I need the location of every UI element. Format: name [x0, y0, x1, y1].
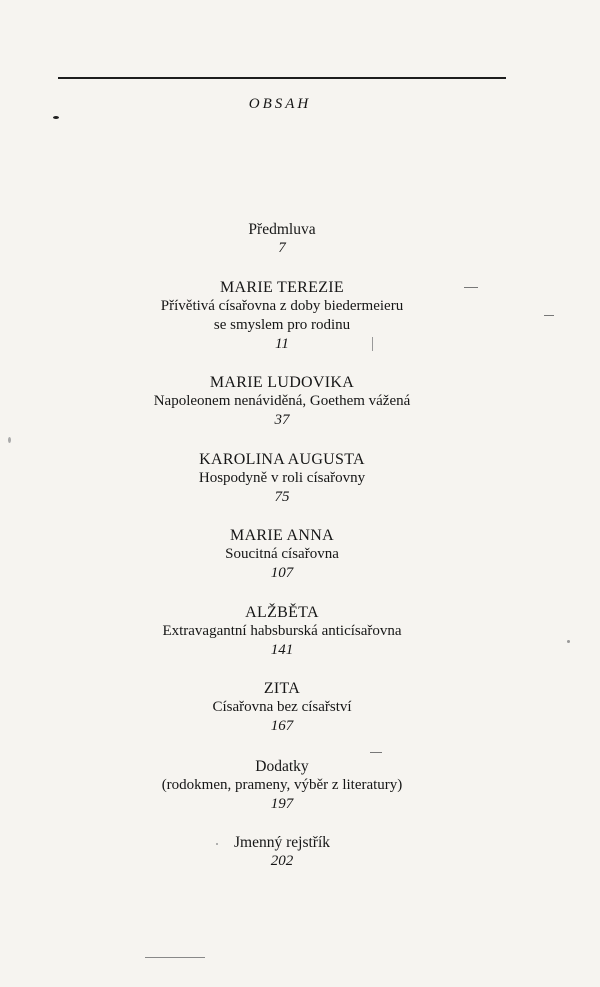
toc-entry-karolina-augusta[interactable]	[0, 451, 564, 507]
entry-page: 202	[270, 853, 294, 869]
entry-page: 75	[274, 489, 290, 505]
toc-entry-appendix[interactable]	[0, 758, 564, 814]
ink-speck	[567, 640, 570, 643]
top-rule	[58, 77, 506, 79]
ink-speck	[216, 843, 218, 845]
entry-page: 141	[270, 642, 294, 658]
toc-entry-marie-terezie[interactable]	[0, 279, 564, 354]
entry-subtitle: se smyslem pro rodinu	[213, 317, 351, 333]
toc-entry-zita[interactable]	[0, 680, 564, 736]
entry-page: 11	[275, 336, 289, 352]
ink-speck	[372, 337, 373, 351]
scan-mark	[464, 287, 478, 288]
entry-page: 107	[270, 565, 294, 581]
entry-title: Jmenný rejstřík	[234, 834, 330, 851]
entry-title: ALŽBĚTA	[245, 604, 319, 621]
entry-title: MARIE ANNA	[230, 527, 334, 544]
entry-subtitle: Císařovna bez císařství	[212, 699, 352, 715]
scan-mark	[145, 957, 205, 958]
entry-subtitle: Soucitná císařovna	[225, 546, 339, 562]
contents-heading: OBSAH	[248, 96, 312, 112]
toc-entry-index[interactable]	[0, 834, 564, 871]
entry-title: MARIE LUDOVIKA	[209, 374, 355, 391]
entry-subtitle: Napoleonem nenáviděná, Goethem vážená	[153, 393, 411, 409]
entry-title: Dodatky	[255, 758, 309, 775]
entry-subtitle: Přívětivá císařovna z doby biedermeieru	[160, 298, 404, 314]
toc-entry-preface[interactable]	[0, 221, 564, 258]
entry-subtitle: Hospodyně v roli císařovny	[198, 470, 366, 486]
entry-title: MARIE TEREZIE	[219, 279, 345, 296]
toc-entry-marie-ludovika[interactable]	[0, 374, 564, 430]
entry-page: 37	[274, 412, 290, 428]
entry-subtitle: (rodokmen, prameny, výběr z literatury)	[161, 777, 403, 793]
ink-speck	[8, 437, 11, 443]
entry-page: 7	[278, 240, 286, 256]
entry-page: 167	[270, 718, 294, 734]
ink-speck	[53, 116, 59, 119]
scan-mark	[544, 315, 554, 316]
entry-title: ZITA	[263, 680, 301, 697]
entry-page: 197	[270, 796, 294, 812]
entry-title: Předmluva	[248, 221, 316, 238]
scan-mark	[370, 752, 382, 753]
toc-entry-alzbeta[interactable]	[0, 604, 564, 660]
entry-subtitle: Extravagantní habsburská anticísařovna	[162, 623, 402, 639]
entry-title: KAROLINA AUGUSTA	[199, 451, 365, 468]
toc-entry-marie-anna[interactable]	[0, 527, 564, 583]
